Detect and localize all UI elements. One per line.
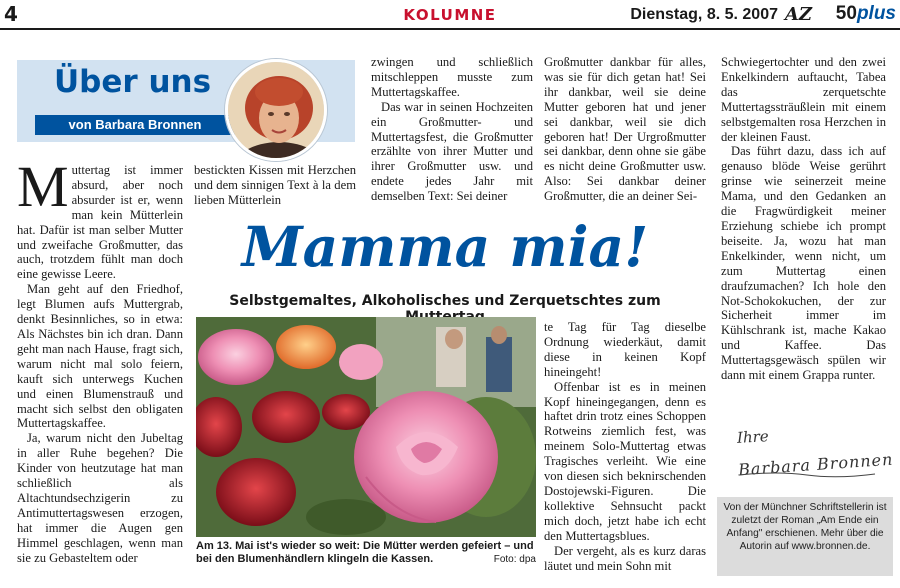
page-header [0, 0, 900, 30]
brand-logo [836, 3, 896, 25]
text-column-5 [721, 55, 886, 383]
signature-greeting: Ihre [736, 427, 770, 447]
paragraph: bestickten Kissen mit Herzchen und dem sinnigen Text à la dem lieben Mütterlein [194, 163, 356, 207]
text-column-3 [371, 55, 533, 204]
paragraph: zwingen und schließlich mitschleppen musste zum Muttertagskaffee. [371, 55, 533, 99]
brand-number: 50 [835, 3, 857, 24]
article-subheadline: Selbstgemaltes, Alkoholisches und Zerquetschtes zum [229, 293, 661, 309]
az-logo: AZ [784, 4, 812, 25]
author-portrait-image [228, 62, 327, 161]
signature-flourish [737, 470, 877, 478]
paragraph: Ja, warum nicht den Jubeltag in aller Ruhe begehen? Die Kinder von heutzutage hat man schließlich als Altachtundsechzigerin zu Antimuttertagswesen erzogen, hat immer die Augen gen Himmel geschlagen, wenn man sie zu Gebasteltem oder [17, 431, 183, 565]
roses-photo [196, 317, 536, 537]
photo-credit: Foto: dpa [493, 554, 536, 565]
photo-caption [196, 540, 536, 566]
roses-photo-image [196, 317, 536, 537]
text-column-1 [17, 154, 183, 565]
text-column-4-bottom [544, 320, 706, 573]
text-column-4-top [544, 55, 706, 204]
page-number: 4 [4, 2, 18, 26]
paragraph: Das führt dazu, dass ich auf genauso blöde Weise gerührt grinse wie seinerzeit meine Mama, und den Gedanken an die Fragwürdigkeit meiner Erziehung schiebe ich prompt beiseite. Ja, wozu hat man Enkelkinder, wenn nicht, um zum Muttertag einen draufzumachen? Ich hole den Not-Schokokuchen, der zur Sicherheit immer im Kühlschrank ist, mache Kakao und Kaffee. Das Muttertagsgewäsch spülen wir dann mit einem Grappa runter. [721, 144, 886, 383]
author-portrait [225, 59, 327, 161]
badge-title: Über uns [54, 64, 212, 100]
signature-name: Barbara Bronnen [737, 449, 894, 480]
author-info-box: Von der Münchner Schriftstellerin ist zuletzt der Roman „Am Ende ein Anfang" erschienen. Mehr über die Autorin auf www.bronnen.de. [717, 497, 893, 576]
paragraph: Das war in seinen Hochzeiten ein Großmutter- und Muttertagsfest, die Großmutter erzählte von ihrer Mutter und ihrer Großmutter usw. und endete jedes Jahr mit demselben Text: Sei deiner [371, 99, 533, 204]
paragraph: Der vergeht, als es kurz daras läutet und mein Sohn mit [544, 543, 706, 573]
badge-author: von Barbara Bronnen [35, 115, 235, 135]
article-headline: Mamma mia! [241, 214, 649, 279]
paragraph: Offenbar ist es in meinen Kopf hineingegangen, denn es haftet drin trotz eines Schoppen Rotweins ziemlich fest, was meinem Solo-Muttertag etwas Tragisches verleiht. Wie eine von diesen sich beknirschenden Dostojewski-Figuren. Die kollektive Sehnsucht packt mich doch, jetzt habe ich echt den Muttertagsblues. [544, 379, 706, 543]
paragraph: Großmutter dankbar für alles, was sie für dich getan hat! Sei ihr dankbar, weil sie deine Mutter geboren hat und jener sei dankbar, weil sie dich geboren hat! Der Urgroßmutter sei dankbar, denn ohne sie gäbe es nicht deine Großmutter usw. Also: Sei dankbar deiner Großmutter, die an deiner Sei- [544, 55, 706, 204]
brand-plus: plus [856, 3, 896, 24]
text-column-2 [194, 163, 356, 208]
caption-text: Am 13. Mai ist's wieder so weit: Die Mütter werden gefeiert – und bei den Blumenhändlern klingeln die Kassen. [196, 540, 534, 565]
drop-cap: M [17, 154, 69, 219]
paragraph [17, 154, 183, 282]
paragraph: Man geht auf den Friedhof, legt Blumen aufs Muttergrab, denkt Besinnliches, so in etwa: Als Nächstes bin ich dran. Dann geht man nach Hause, fragt sich, warum nicht mal solo feiern, kauft sich unterwegs Kuchen und einen Blumenstrauß und macht sich selbst den obligaten Muttertagskaffee. [17, 282, 183, 431]
paragraph-text: uttertag ist immer absurd, aber noch absurder ist er, wenn man kein Mütterlein hat. Dafür ist man selber Mutter und zweifache Großmutter, das auch, trotzdem fühlt man doch eine gewisse Leere. [17, 163, 183, 282]
section-title: KOLUMNE [403, 6, 497, 24]
paragraph: te Tag für Tag dieselbe Ordnung wiederkäut, damit diese in keinen Kopf hineingeht! [544, 320, 706, 379]
issue-date: Dienstag, 8. 5. 2007 [630, 6, 778, 23]
paragraph: Schwiegertochter und den zwei Enkelkindern auftaucht, Tabea das zerquetschte Muttertagssträußlein mit einem selbstgemalten rosa Herzchen in der kleinen Faust. [721, 55, 886, 144]
